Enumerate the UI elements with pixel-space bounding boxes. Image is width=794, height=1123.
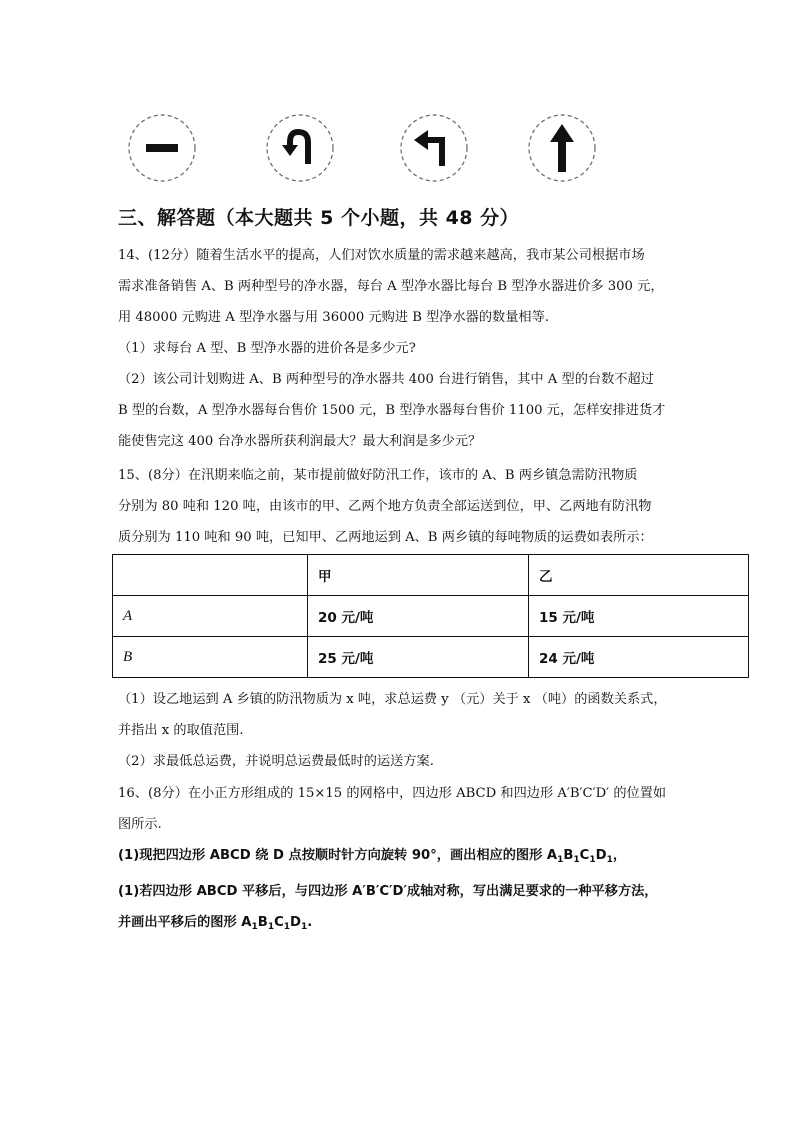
q16-letter: D bbox=[290, 915, 301, 930]
q15-part2: （2）求最低总运费，并说明总运费最低时的运送方案. bbox=[118, 754, 434, 769]
q14-part2-line2: B 型的台数，A 型净水器每台售价 1500 元，B 型净水器每台售价 1100 元，怎样安排进货才 bbox=[118, 403, 666, 418]
q15-line3: 质分别为 110 吨和 90 吨，已知甲、乙两地运到 A、B 两乡镇的每吨物质的运费如表所示： bbox=[118, 530, 653, 545]
question-16 bbox=[118, 778, 684, 943]
question-15-parts bbox=[118, 684, 684, 777]
table-cell: 15 元/吨 bbox=[529, 596, 749, 637]
q14-part2-line3: 能使售完这 400 台净水器所获利润最大？最大利润是多少元？ bbox=[118, 434, 482, 449]
table-row-label: B bbox=[113, 637, 308, 678]
q16-punct: ， bbox=[612, 848, 627, 863]
traffic-signs-row bbox=[126, 112, 596, 186]
q14-part1: （1）求每台 A 型、B 型净水器的进价各是多少元? bbox=[118, 341, 416, 356]
subscript: 1 bbox=[283, 922, 291, 932]
q14-part2-line1: （2）该公司计划购进 A、B 两种型号的净水器共 400 台进行销售，其中 A 型的台数不超过 bbox=[118, 372, 654, 387]
table-cell: 20 元/吨 bbox=[308, 596, 529, 637]
straight-arrow-icon bbox=[526, 112, 598, 184]
subscript: 1 bbox=[557, 855, 564, 865]
q15-line1: 15、(8分）在汛期来临之前，某市提前做好防汛工作，该市的 A、B 两乡镇急需防汛物质 bbox=[118, 468, 638, 483]
q16-part2-text: 并画出平移后的图形 A bbox=[118, 915, 252, 930]
table-header-cell: 乙 bbox=[529, 555, 749, 596]
question-15 bbox=[118, 460, 684, 553]
subscript: 1 bbox=[300, 922, 308, 932]
q14-line1: 14、(12分）随着生活水平的提高，人们对饮水质量的需求越来越高，我市某公司根据市场 bbox=[118, 248, 645, 263]
q15-part1-line1: （1）设乙地运到 A 乡镇的防汛物质为 x 吨，求总运费 y （元）关于 x （吨）的函数关系式， bbox=[118, 692, 667, 707]
subscript: 1 bbox=[606, 855, 613, 865]
subscript: 1 bbox=[251, 922, 258, 932]
q14-line2: 需求准备销售 A、B 两种型号的净水器，每台 A 型净水器比每台 B 型净水器进价多 300 元， bbox=[118, 279, 664, 294]
q16-part2-line1: (1)若四边形 ABCD 平移后，与四边形 A′B′C′D′成轴对称，写出满足要求的一种平移方法， bbox=[118, 884, 658, 899]
subscript: 1 bbox=[589, 855, 596, 865]
u-turn-arrow-icon bbox=[264, 112, 336, 184]
q16-line2: 图所示. bbox=[118, 817, 162, 832]
subscript: 1 bbox=[573, 855, 580, 865]
q16-letter: B bbox=[563, 848, 574, 863]
q16-part1 bbox=[118, 840, 684, 876]
section-title: 三、解答题（本大题共 5 个小题，共 48 分） bbox=[118, 207, 520, 229]
q16-part2-line2 bbox=[118, 907, 684, 943]
table-cell: 24 元/吨 bbox=[529, 637, 749, 678]
table-row bbox=[113, 596, 749, 637]
q16-punct: . bbox=[307, 915, 313, 930]
subscript: 1 bbox=[267, 922, 275, 932]
q14-line3: 用 48000 元购进 A 型净水器与用 36000 元购进 B 型净水器的数量相等. bbox=[118, 310, 549, 325]
table-cell: 25 元/吨 bbox=[308, 637, 529, 678]
table-row bbox=[113, 637, 749, 678]
table-header-row bbox=[113, 555, 749, 596]
table-row-label: A bbox=[113, 596, 308, 637]
q16-letter: B bbox=[257, 915, 268, 930]
q16-letter: C bbox=[274, 915, 284, 930]
no-entry-bar-icon bbox=[126, 112, 198, 184]
table-header-cell bbox=[113, 555, 308, 596]
turn-left-arrow-icon bbox=[398, 112, 470, 184]
q16-part1-text: (1)现把四边形 ABCD 绕 D 点按顺时针方向旋转 90°，画出相应的图形 A bbox=[118, 848, 558, 863]
q15-part1-line2: 并指出 x 的取值范围. bbox=[118, 723, 244, 738]
q16-letter: C bbox=[579, 848, 590, 863]
freight-cost-table bbox=[112, 554, 749, 678]
table-header-cell: 甲 bbox=[308, 555, 529, 596]
question-14 bbox=[118, 240, 684, 457]
q16-letter: D bbox=[595, 848, 607, 863]
q16-line1: 16、(8分）在小正方形组成的 15×15 的网格中，四边形 ABCD 和四边形 A′B′C′D′ 的位置如 bbox=[118, 786, 667, 801]
q15-line2: 分别为 80 吨和 120 吨，由该市的甲、乙两个地方负责全部运送到位，甲、乙两地有防汛物 bbox=[118, 499, 652, 514]
